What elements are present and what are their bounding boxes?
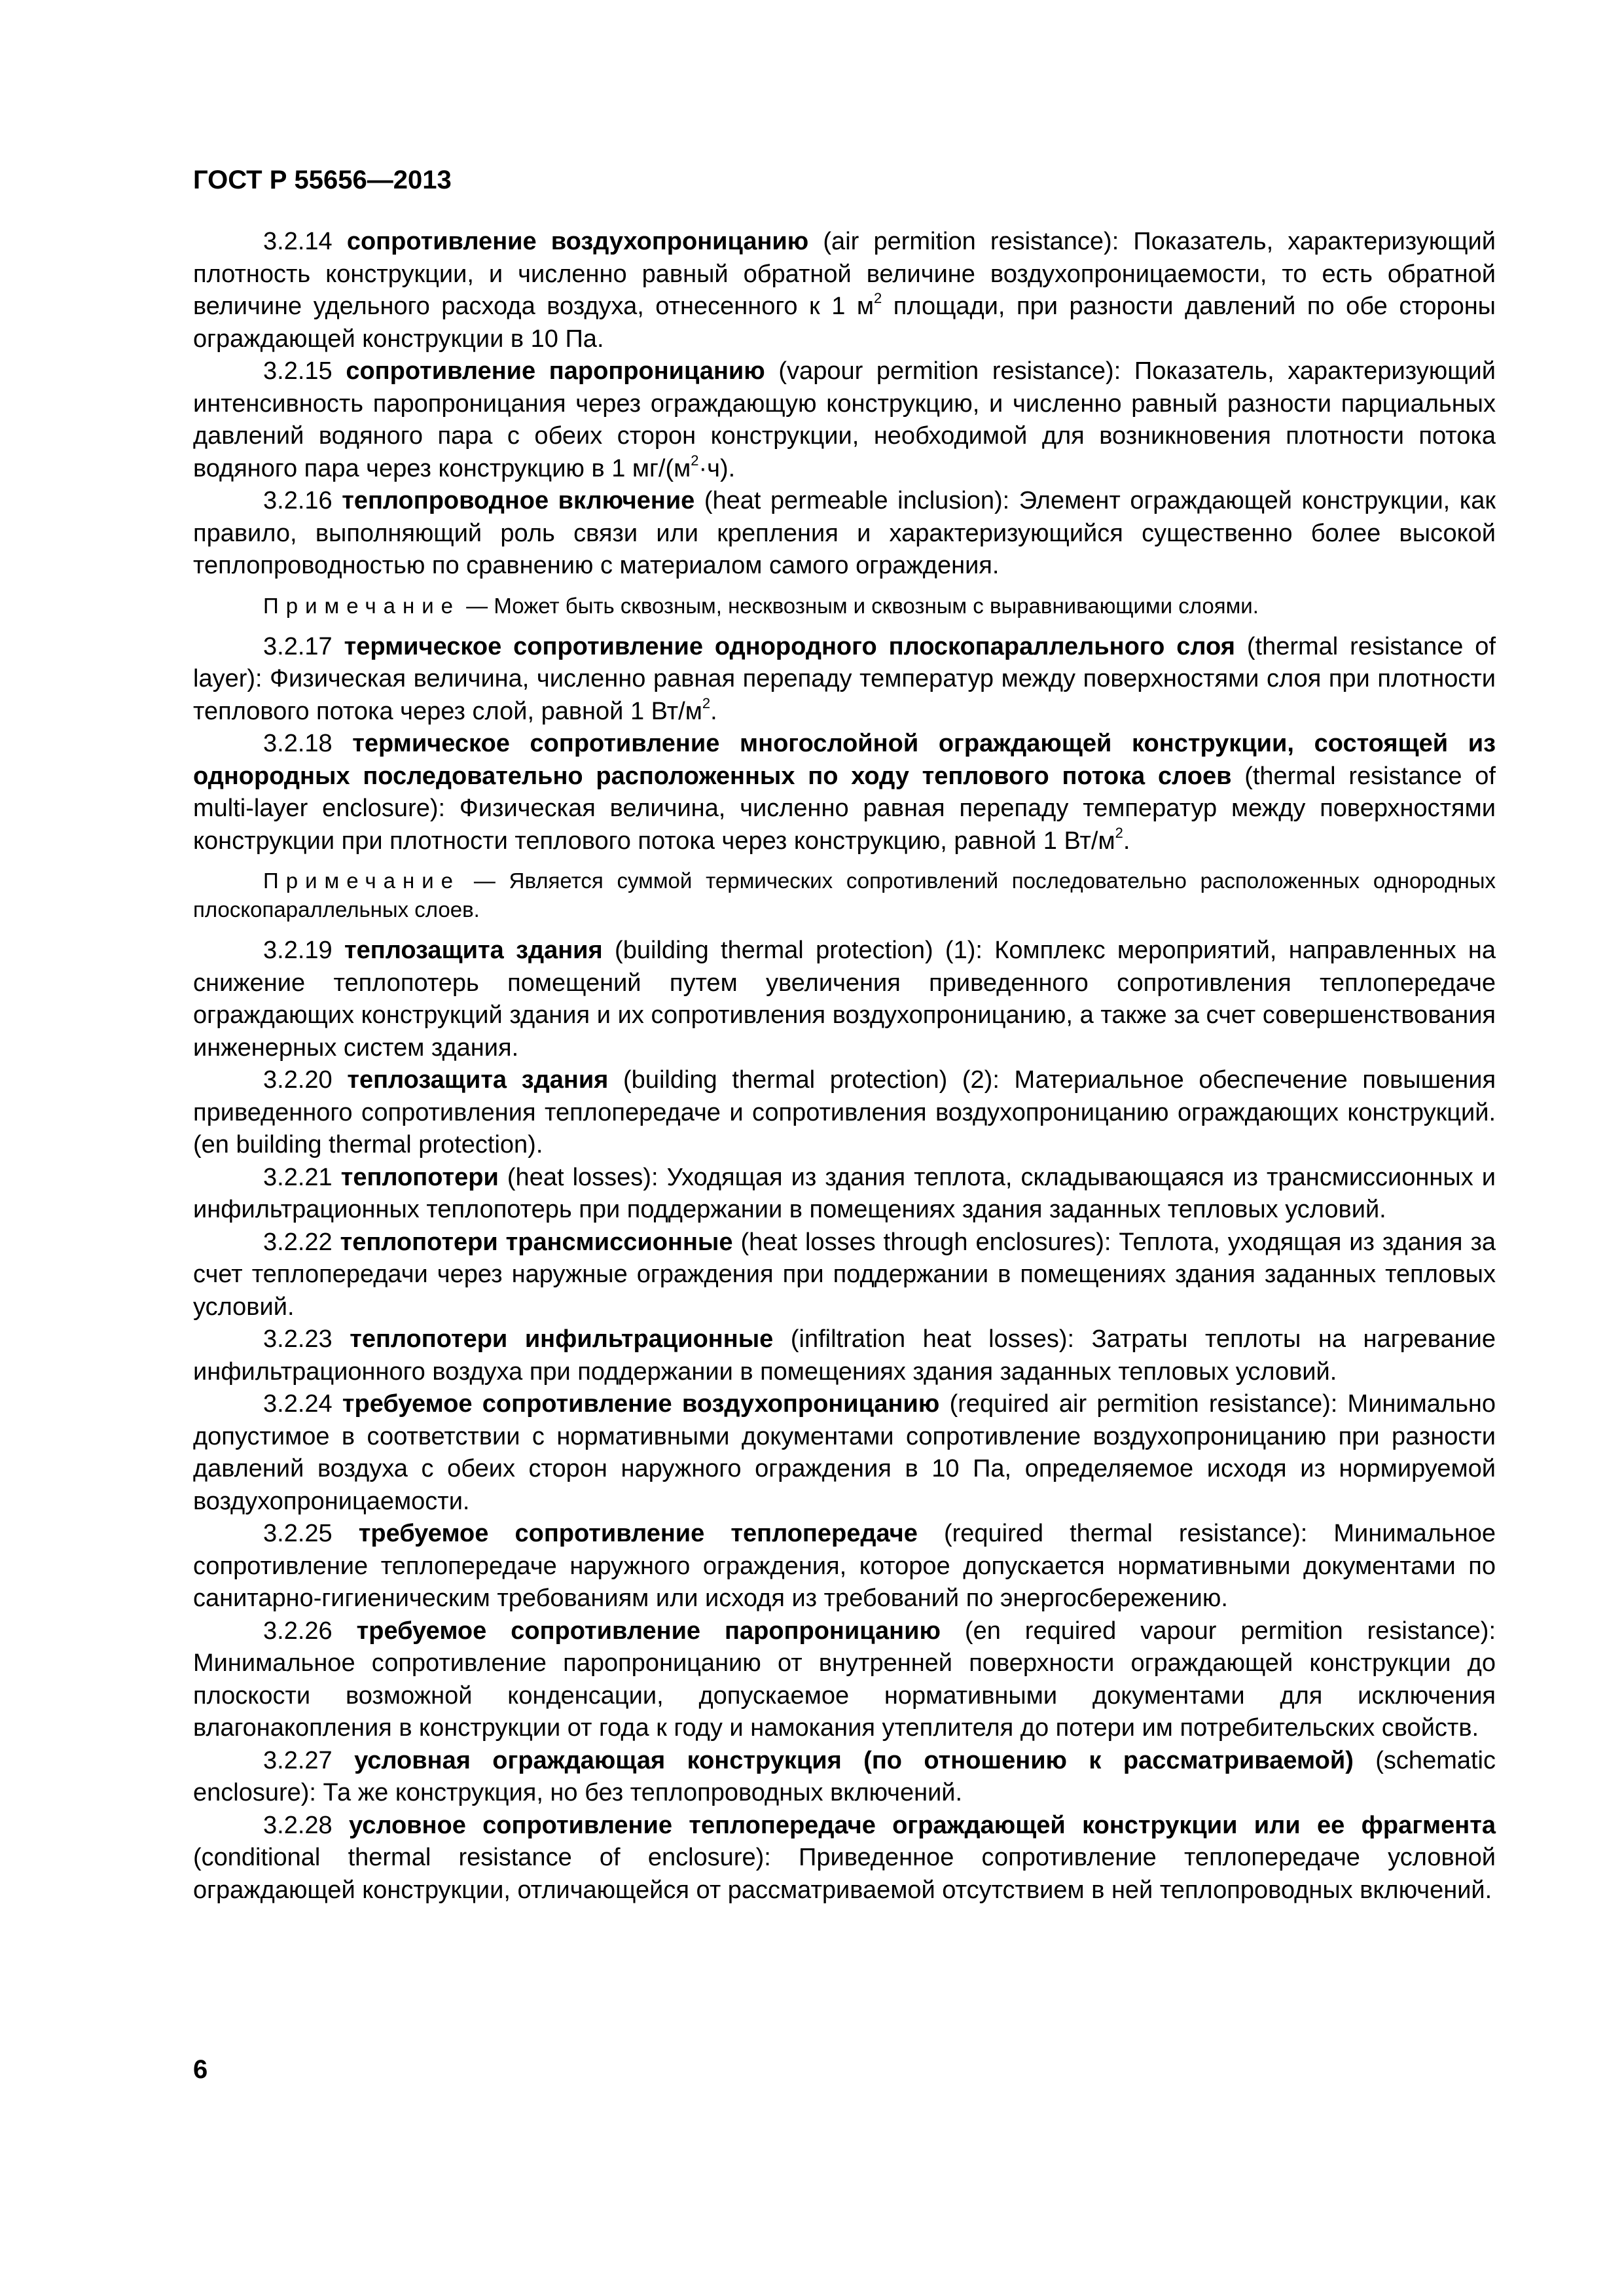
term-english: (en required vapour permition resistance) bbox=[964, 1617, 1489, 1645]
note-paragraph-1 bbox=[193, 592, 1496, 620]
term-definition-end: ·ч). bbox=[698, 454, 736, 482]
term-title: условное сопротивление теплопередаче ограждающей конструкции или ее фрагмента bbox=[349, 1811, 1496, 1839]
term-definition: : Приведенное сопротивление теплопередаче условной ограждающей конструкции, отличающейся от рассматриваемой отсутствием в ней теплопроводных включений. bbox=[193, 1844, 1496, 1904]
term-paragraph-3-2-22 bbox=[193, 1227, 1496, 1324]
term-definition: : Показатель, характеризующий плотность конструкции, и численно равный обратной величине воздухопроницаемости, то есть обратной величине удельного расхода воздуха, отнесенного к 1 м bbox=[193, 228, 1496, 320]
term-number: 3.2.24 bbox=[263, 1390, 333, 1418]
term-paragraph-3-2-15 bbox=[193, 355, 1496, 485]
term-title: теплопроводное включение bbox=[342, 487, 695, 514]
term-number: 3.2.22 bbox=[263, 1228, 333, 1256]
term-title: теплопотери трансмиссионные bbox=[340, 1228, 733, 1256]
superscript: 2 bbox=[702, 694, 711, 711]
term-english: (infiltration heat losses) bbox=[790, 1325, 1068, 1353]
term-paragraph-3-2-18 bbox=[193, 728, 1496, 857]
term-number: 3.2.26 bbox=[263, 1617, 333, 1645]
term-title: требуемое сопротивление паропроницанию bbox=[356, 1617, 941, 1645]
note-text: — Может быть сквозным, несквозным и сквозным с выравнивающими слоями. bbox=[460, 593, 1259, 618]
term-definition: : Та же конструкция, но без теплопроводных включений. bbox=[309, 1779, 963, 1806]
term-english: (required thermal resistance) bbox=[943, 1520, 1301, 1547]
term-definition: : Уходящая из здания теплота, складывающаяся из трансмиссионных и инфильтрационных теплопотерь при поддержании в помещениях здания заданных тепловых условий. bbox=[193, 1163, 1496, 1223]
term-english: (building thermal protection) (2) bbox=[623, 1066, 993, 1094]
term-paragraph-3-2-25 bbox=[193, 1518, 1496, 1615]
term-english: (schematic enclosure) bbox=[193, 1746, 1496, 1806]
term-paragraph-3-2-20 bbox=[193, 1064, 1496, 1162]
term-paragraph-3-2-19 bbox=[193, 935, 1496, 1064]
term-definition: : Минимальное сопротивление паропроницанию от внутренней поверхности ограждающей конструкции до плоскости возможной конденсации, допускаемое нормативными документами для исключения влагонакопления в конструкции от года к году и намокания утеплителя до потери им потребительских свойств. bbox=[193, 1617, 1496, 1742]
term-paragraph-3-2-28 bbox=[193, 1810, 1496, 1907]
term-paragraph-3-2-24 bbox=[193, 1388, 1496, 1518]
term-title: сопротивление паропроницанию bbox=[346, 357, 765, 385]
term-english: (thermal resistance of multi-layer enclosure) bbox=[193, 762, 1496, 822]
term-paragraph-3-2-16 bbox=[193, 485, 1496, 583]
term-title: сопротивление воздухопроницанию bbox=[346, 228, 809, 255]
term-english: (building thermal protection) (1) bbox=[615, 937, 976, 964]
note-label: Примечание bbox=[263, 593, 461, 618]
term-definition: : Физическая величина, численно равная перепаду температур между поверхностями конструкции при плотности теплового потока через конструкцию, равной 1 Вт/м bbox=[193, 795, 1496, 855]
document-id-header: ГОСТ Р 55656—2013 bbox=[193, 166, 452, 194]
term-definition-end: . bbox=[710, 697, 717, 725]
term-number: 3.2.14 bbox=[263, 228, 333, 255]
term-number: 3.2.20 bbox=[263, 1066, 333, 1094]
term-english: (thermal resistance of layer) bbox=[193, 632, 1496, 692]
terms-body bbox=[193, 226, 1496, 1907]
term-definition: : Комплекс мероприятий, направленных на снижение теплопотерь помещений путем увеличения приведенного сопротивления теплопередаче ограждающих конструкций здания и их сопротивления воздухопроницанию, а также за счет совершенствования инженерных систем здания. bbox=[193, 937, 1496, 1062]
term-definition: : Материальное обеспечение повышения приведенного сопротивления теплопередаче и сопротивления воздухопроницанию ограждающих конструкций. (en building thermal protection). bbox=[193, 1066, 1496, 1158]
term-english: (conditional thermal resistance of enclosure) bbox=[193, 1844, 765, 1871]
note-paragraph-2 bbox=[193, 867, 1496, 924]
term-title: теплопотери инфильтрационные bbox=[350, 1325, 774, 1353]
term-paragraph-3-2-17 bbox=[193, 631, 1496, 728]
term-title: условная ограждающая конструкция (по отношению к рассматриваемой) bbox=[354, 1746, 1354, 1774]
term-definition: : Элемент ограждающей конструкции, как правило, выполняющий роль связи или крепления и характеризующийся существенно более высокой теплопроводностью по сравнению с материалом самого ограждения. bbox=[193, 487, 1496, 579]
term-number: 3.2.27 bbox=[263, 1746, 333, 1774]
superscript: 2 bbox=[691, 452, 699, 469]
term-english: (heat losses through enclosures) bbox=[740, 1228, 1104, 1256]
page-number: 6 bbox=[193, 2055, 208, 2084]
superscript: 2 bbox=[1115, 824, 1123, 841]
term-paragraph-3-2-14 bbox=[193, 226, 1496, 355]
term-number: 3.2.16 bbox=[263, 487, 333, 514]
term-number: 3.2.18 bbox=[263, 730, 333, 757]
term-title: теплопотери bbox=[340, 1163, 499, 1191]
term-number: 3.2.15 bbox=[263, 357, 333, 385]
term-title: требуемое сопротивление воздухопроницанию bbox=[342, 1390, 940, 1418]
term-english: (required air permition resistance) bbox=[949, 1390, 1331, 1418]
term-number: 3.2.17 bbox=[263, 632, 333, 660]
term-number: 3.2.19 bbox=[263, 937, 333, 964]
term-english: (heat losses) bbox=[507, 1163, 651, 1191]
term-number: 3.2.25 bbox=[263, 1520, 333, 1547]
term-definition: : Показатель, характеризующий интенсивность паропроницания через ограждающую конструкцию, и численно равный разности парциальных давлений водяного пара с обеих сторон конструкции, необходимой для возникновения плотности потока водяного пара через конструкцию в 1 мг/(м bbox=[193, 357, 1496, 482]
term-english: (air permition resistance) bbox=[823, 228, 1112, 255]
term-definition: : Физическая величина, численно равная перепаду температур между поверхностями слоя при плотности теплового потока через слой, равной 1 Вт/м bbox=[193, 665, 1496, 725]
term-definition: : Минимально допустимое в соответствии с нормативными документами сопротивление воздухопроницанию при разности давлений воздуха с обеих сторон наружного ограждения в 10 Па, определяемое исходя из нормируемой воздухопроницаемости. bbox=[193, 1390, 1496, 1515]
term-title: теплозащита здания bbox=[347, 1066, 609, 1094]
term-definition: : Теплота, уходящая из здания за счет теплопередачи через наружные ограждения при поддержании в помещениях здания заданных тепловых условий. bbox=[193, 1228, 1496, 1321]
term-title: термическое сопротивление многослойной ограждающей конструкции, состоящей из однородных последовательно расположенных по ходу теплового потока слоев bbox=[193, 730, 1496, 790]
document-page bbox=[193, 0, 1496, 2296]
term-definition-end: . bbox=[1123, 827, 1130, 855]
term-english: (heat permeable inclusion) bbox=[704, 487, 1003, 514]
note-text: — Является суммой термических сопротивлений последовательно расположенных однородных плоскопараллельных слоев. bbox=[193, 869, 1496, 922]
term-paragraph-3-2-23 bbox=[193, 1323, 1496, 1388]
term-number: 3.2.21 bbox=[263, 1163, 333, 1191]
term-definition: : Затраты теплоты на нагревание инфильтрационного воздуха при поддержании в помещениях здания заданных тепловых условий. bbox=[193, 1325, 1496, 1386]
term-definition-end: площади, при разности давлений по обе стороны ограждающей конструкции в 10 Па. bbox=[193, 293, 1496, 353]
term-number: 3.2.23 bbox=[263, 1325, 333, 1353]
note-label: Примечание bbox=[263, 869, 461, 893]
term-title: теплозащита здания bbox=[344, 937, 603, 964]
term-title: требуемое сопротивление теплопередаче bbox=[358, 1520, 918, 1547]
term-definition: : Минимальное сопротивление теплопередаче наружного ограждения, которое допускается нормативными документами по санитарно-гигиеническим требованиям или исходя из требований по энергосбережению. bbox=[193, 1520, 1496, 1612]
term-title: термическое сопротивление однородного плоскопараллельного слоя bbox=[344, 632, 1235, 660]
term-number: 3.2.28 bbox=[263, 1811, 333, 1839]
superscript: 2 bbox=[874, 290, 882, 306]
term-paragraph-3-2-21 bbox=[193, 1162, 1496, 1227]
term-paragraph-3-2-27 bbox=[193, 1745, 1496, 1810]
term-english: (vapour permition resistance) bbox=[778, 357, 1114, 385]
term-paragraph-3-2-26 bbox=[193, 1615, 1496, 1745]
